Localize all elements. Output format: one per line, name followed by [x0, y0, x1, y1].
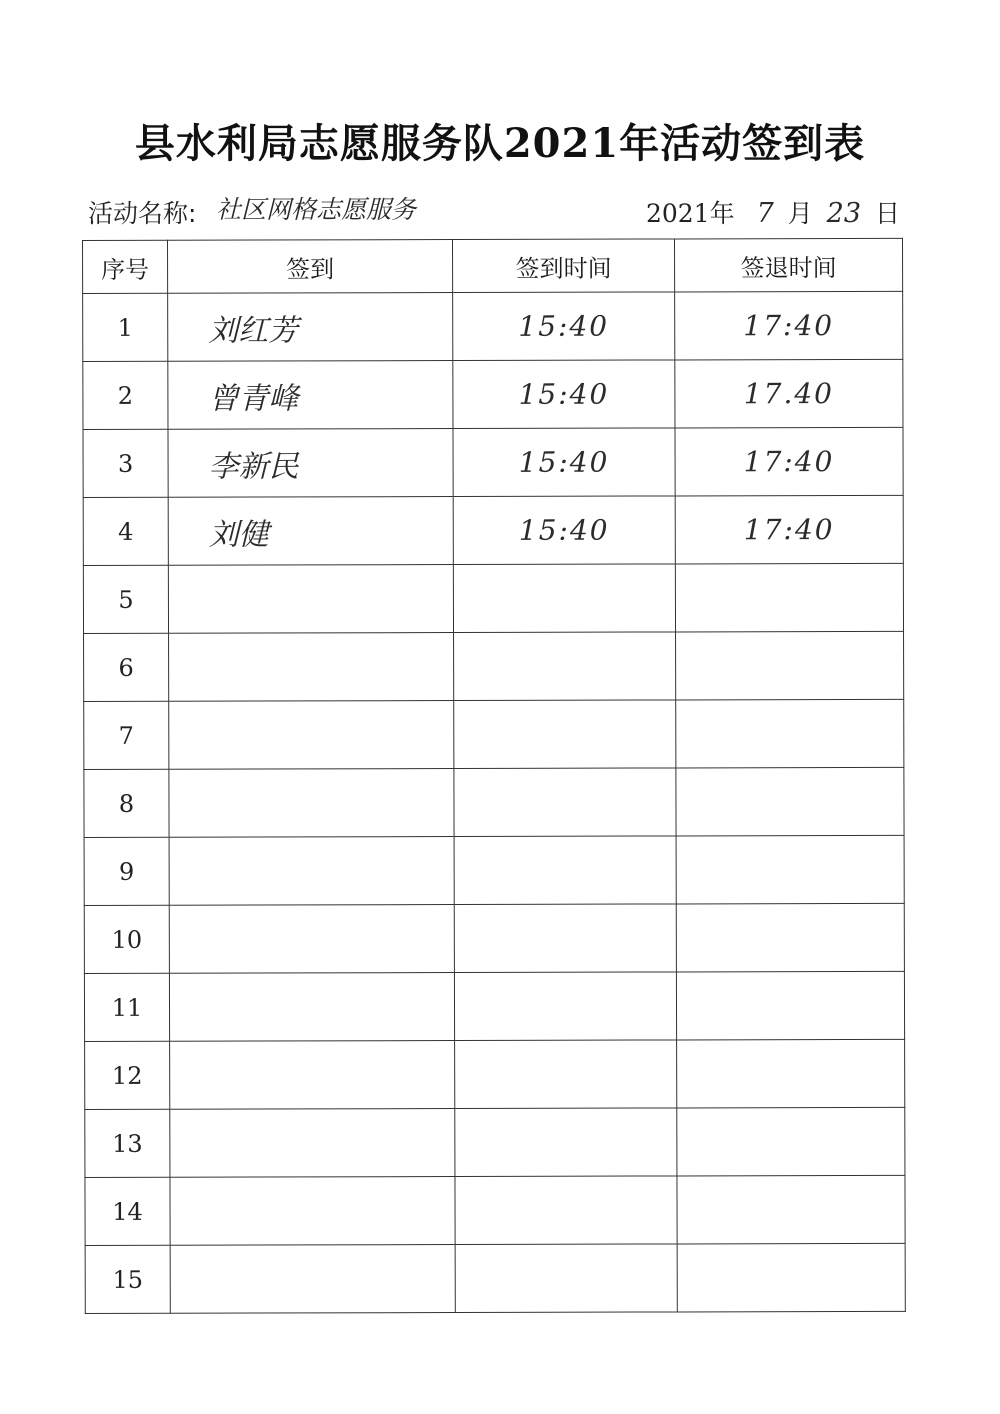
row-signature — [170, 1177, 455, 1246]
row-signature — [169, 769, 454, 838]
row-sign-out-time: 17:40 — [675, 291, 903, 360]
row-seq: 7 — [84, 701, 169, 769]
row-sign-out-time — [676, 631, 904, 700]
table-row — [83, 427, 903, 497]
row-sign-out-time — [676, 903, 904, 972]
row-sign-in-time — [455, 1244, 677, 1313]
row-sign-out-time — [677, 1175, 905, 1244]
row-seq: 8 — [84, 769, 169, 837]
row-sign-in-time — [455, 1176, 677, 1245]
row-sign-out-time — [675, 563, 903, 632]
row-seq: 15 — [85, 1245, 170, 1313]
row-sign-in-time — [454, 768, 676, 837]
table-row — [83, 291, 903, 361]
row-sign-out-time — [676, 971, 904, 1040]
row-sign-out-time — [677, 1039, 905, 1108]
activity-header — [88, 190, 908, 230]
row-signature: 刘健 — [168, 497, 453, 566]
row-sign-out-time — [676, 835, 904, 904]
row-sign-in-time — [454, 904, 676, 973]
row-signature — [170, 1109, 455, 1178]
row-signature — [169, 701, 454, 770]
table-row — [84, 699, 904, 769]
row-signature — [168, 565, 453, 634]
sign-in-table — [82, 238, 906, 1314]
table-row — [84, 767, 904, 837]
row-signature — [169, 633, 454, 702]
row-signature — [170, 1245, 455, 1314]
date-month-label: 月 — [787, 199, 813, 228]
date-month: 7 — [756, 198, 774, 229]
row-sign-out-time — [676, 767, 904, 836]
header-seq: 序号 — [83, 240, 168, 293]
row-seq: 3 — [83, 429, 168, 497]
table-header-row — [83, 238, 903, 293]
row-sign-in-time — [454, 836, 676, 905]
row-sign-out-time — [676, 699, 904, 768]
row-sign-in-time — [454, 632, 676, 701]
row-seq: 11 — [84, 973, 169, 1041]
row-signature — [169, 905, 454, 974]
row-sign-in-time: 15:40 — [453, 292, 675, 361]
table-row — [85, 1243, 905, 1313]
table-row — [85, 1175, 905, 1245]
date-day: 23 — [826, 198, 862, 229]
row-sign-in-time — [455, 1108, 677, 1177]
row-sign-out-time: 17:40 — [675, 427, 903, 496]
row-seq: 10 — [84, 905, 169, 973]
page-title: 县水利局志愿服务队2021年活动签到表 — [134, 120, 866, 167]
row-seq: 14 — [85, 1177, 170, 1245]
header-sign: 签到 — [168, 240, 453, 294]
row-sign-in-time — [455, 1040, 677, 1109]
row-seq: 5 — [83, 565, 168, 633]
header-sign-in-time: 签到时间 — [453, 239, 675, 293]
row-sign-in-time — [454, 972, 676, 1041]
row-signature: 刘红芳 — [168, 293, 453, 362]
row-signature: 曾青峰 — [168, 361, 453, 430]
activity-name-label: 活动名称: — [88, 199, 197, 228]
row-sign-in-time: 15:40 — [453, 428, 675, 497]
row-sign-in-time: 15:40 — [453, 360, 675, 429]
activity-name-value: 社区网格志愿服务 — [216, 195, 417, 224]
row-seq: 9 — [84, 837, 169, 905]
row-seq: 13 — [85, 1109, 170, 1177]
table-row — [83, 563, 903, 633]
row-seq: 4 — [83, 497, 168, 565]
row-sign-out-time: 17.40 — [675, 359, 903, 428]
row-seq: 2 — [83, 361, 168, 429]
row-sign-in-time — [453, 564, 675, 633]
row-sign-out-time — [677, 1107, 905, 1176]
row-signature — [170, 1041, 455, 1110]
table-row — [83, 359, 903, 429]
table-row — [85, 1039, 905, 1109]
table-row — [84, 835, 904, 905]
row-signature — [169, 973, 454, 1042]
row-signature — [169, 837, 454, 906]
table-row — [83, 495, 903, 565]
table-row — [84, 903, 904, 973]
row-signature: 李新民 — [168, 429, 453, 498]
row-sign-in-time: 15:40 — [453, 496, 675, 565]
table-row — [85, 1107, 905, 1177]
row-seq: 6 — [84, 633, 169, 701]
activity-date — [646, 194, 900, 230]
row-sign-out-time — [677, 1243, 905, 1312]
row-seq: 1 — [83, 293, 168, 361]
date-year: 2021年 — [645, 199, 735, 228]
header-sign-out-time: 签退时间 — [674, 238, 902, 292]
table-row — [84, 971, 904, 1041]
row-seq: 12 — [85, 1041, 170, 1109]
row-sign-out-time: 17:40 — [675, 495, 903, 564]
table-row — [84, 631, 904, 701]
row-sign-in-time — [454, 700, 676, 769]
date-day-label: 日 — [874, 199, 900, 228]
